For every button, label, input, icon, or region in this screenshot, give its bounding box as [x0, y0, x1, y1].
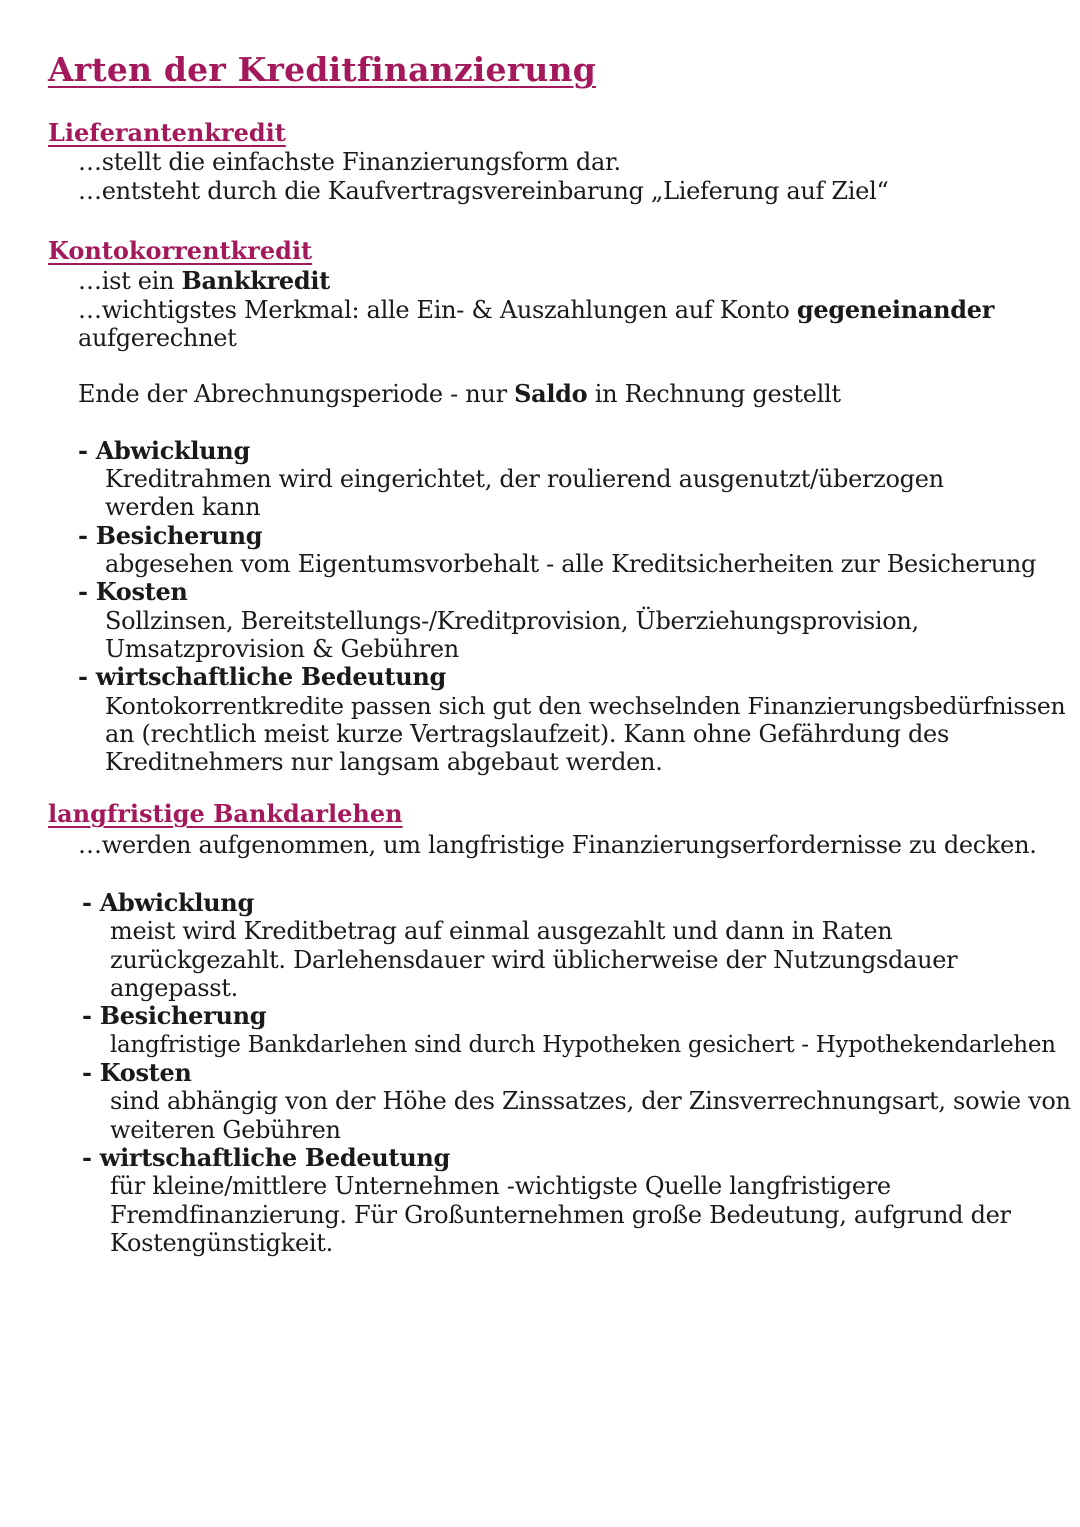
bankdarlehen-besicherung-line-1: langfristige Bankdarlehen sind durch Hypotheken gesichert - Hypothekendarlehen	[110, 1032, 1056, 1058]
bankdarlehen-abwicklung-line-3: angepasst.	[110, 974, 238, 1002]
bankdarlehen-bedeutung-label: - wirtschaftliche Bedeutung	[82, 1143, 451, 1172]
page-title: Arten der Kreditfinanzierung	[48, 50, 596, 89]
kontokorrent-bedeutung-label: - wirtschaftliche Bedeutung	[78, 662, 447, 691]
bankdarlehen-abwicklung-line-2: zurückgezahlt. Darlehensdauer wird üblicherweise der Nutzungsdauer	[110, 946, 958, 974]
lieferantenkredit-line-2: …entsteht durch die Kaufvertragsvereinbarung „Lieferung auf Ziel“	[78, 177, 889, 205]
kontokorrent-bedeutung-line-3: Kreditnehmers nur langsam abgebaut werden.	[105, 748, 663, 776]
heading-bankdarlehen: langfristige Bankdarlehen	[48, 799, 403, 828]
bankdarlehen-kosten-line-2: weiteren Gebühren	[110, 1116, 341, 1144]
kontokorrent-kosten-line-1: Sollzinsen, Bereitstellungs-/Kreditprovision, Überziehungsprovision,	[105, 607, 919, 635]
lieferantenkredit-line-1: …stellt die einfachste Finanzierungsform dar.	[78, 148, 621, 176]
kontokorrent-intro-3: aufgerechnet	[78, 324, 237, 352]
kontokorrent-bedeutung-line-1: Kontokorrentkredite passen sich gut den wechselnden Finanzierungsbedürfnissen	[105, 692, 1066, 720]
bankdarlehen-abwicklung-label: - Abwicklung	[82, 888, 254, 917]
bankdarlehen-kosten-label: - Kosten	[82, 1058, 192, 1087]
bankdarlehen-intro: …werden aufgenommen, um langfristige Finanzierungserfordernisse zu decken.	[78, 831, 1037, 859]
kontokorrent-bedeutung-line-2: an (rechtlich meist kurze Vertragslaufzeit). Kann ohne Gefährdung des	[105, 720, 949, 748]
bankdarlehen-besicherung-label: - Besicherung	[82, 1001, 267, 1030]
kontokorrent-besicherung-line-1: abgesehen vom Eigentumsvorbehalt - alle Kreditsicherheiten zur Besicherung	[105, 550, 1037, 578]
kontokorrent-abwicklung-label: - Abwicklung	[78, 436, 250, 465]
kontokorrent-abwicklung-line-1: Kreditrahmen wird eingerichtet, der roulierend ausgenutzt/überzogen	[105, 465, 944, 493]
kontokorrent-intro-2: …wichtigstes Merkmal: alle Ein- & Auszahlungen auf Konto gegeneinander	[78, 295, 995, 324]
heading-kontokorrentkredit: Kontokorrentkredit	[48, 236, 313, 265]
bankdarlehen-bedeutung-line-1: für kleine/mittlere Unternehmen -wichtigste Quelle langfristigere	[110, 1172, 891, 1200]
kontokorrent-kosten-line-2: Umsatzprovision & Gebühren	[105, 635, 459, 663]
kontokorrent-abwicklung-line-2: werden kann	[105, 493, 261, 521]
kontokorrent-besicherung-label: - Besicherung	[78, 521, 263, 550]
bankdarlehen-kosten-line-1: sind abhängig von der Höhe des Zinssatzes, der Zinsverrechnungsart, sowie von	[110, 1087, 1071, 1115]
kontokorrent-intro-1: …ist ein Bankkredit	[78, 266, 330, 295]
bankdarlehen-bedeutung-line-3: Kostengünstigkeit.	[110, 1229, 333, 1257]
kontokorrent-kosten-label: - Kosten	[78, 577, 188, 606]
bankdarlehen-bedeutung-line-2: Fremdfinanzierung. Für Großunternehmen große Bedeutung, aufgrund der	[110, 1201, 1011, 1229]
bankdarlehen-abwicklung-line-1: meist wird Kreditbetrag auf einmal ausgezahlt und dann in Raten	[110, 917, 893, 945]
heading-lieferantenkredit: Lieferantenkredit	[48, 118, 286, 147]
kontokorrent-saldo: Ende der Abrechnungsperiode - nur Saldo in Rechnung gestellt	[78, 379, 841, 408]
